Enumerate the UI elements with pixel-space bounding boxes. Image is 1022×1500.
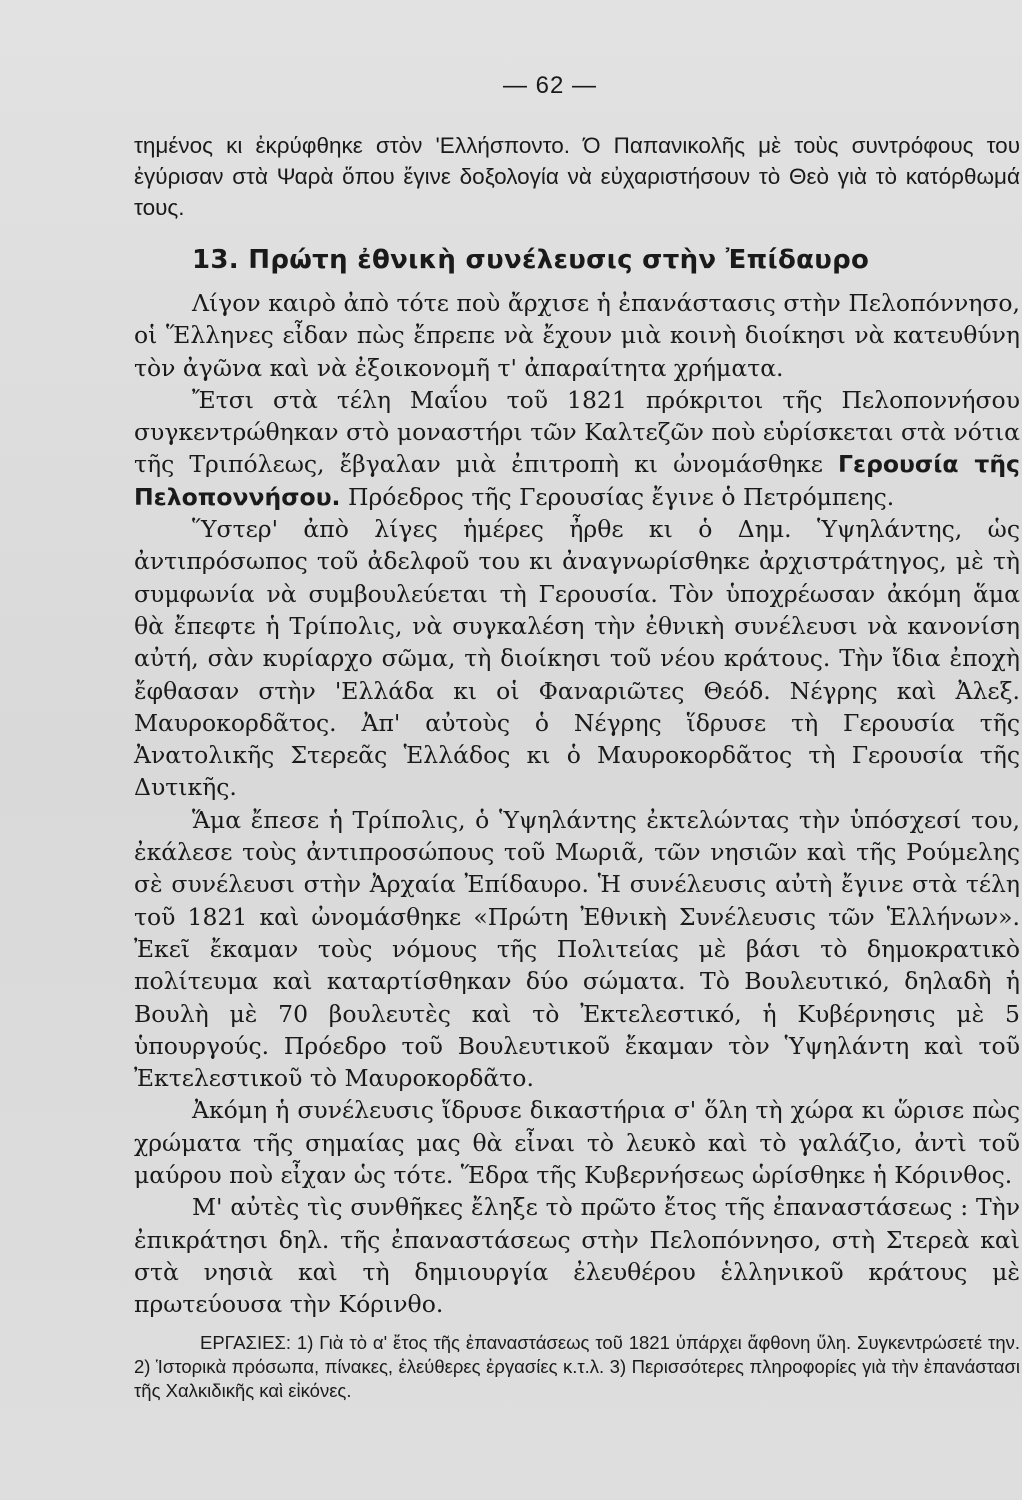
intro-paragraph: τημένος κι ἐκρύφθηκε στὸν 'Ελλήσποντο. Ό Παπανικολῆς μὲ τοὺς συντρόφους του ἐγύρισαν στὰ Ψαρὰ ὅπου ἔγινε δοξολογία νὰ εὐχαριστήσουν τὸ Θεὸ γιὰ τὸ κατόρθωμά τους. xyxy=(134,133,1020,220)
paragraph-5: Ἀκόμη ἡ συνέλευσις ἵδρυσε δικαστήρια σ' ὅλη τὴ χώρα κι ὥρισε πὼς χρώματα τῆς σημαίας μας θὰ εἶναι τὸ λευκὸ καὶ τὸ γαλάζιο, ἀντὶ τοῦ μαύρου ποὺ εἶχαν ὡς τότε. Ἕδρα τῆς Κυβερνήσεως ὡρίσθηκε ἡ Κόρινθος. xyxy=(134,1096,1020,1190)
section-body xyxy=(134,287,1020,1321)
section-heading: 13. Πρώτη ἐθνικὴ συνέλευσις στὴν Ἐπίδαυρο xyxy=(192,245,870,275)
page-number: — 62 — xyxy=(502,72,598,99)
gerousia-bold-term: Γερουσία τῆς Πελοποννήσου. xyxy=(134,450,1020,511)
paragraph-2-start: Ἔτσι στὰ τέλη Μαΐου τοῦ 1821 πρόκριτοι τῆς Πελοποννήσου συγκεντρώθηκαν στὸ μοναστήρι τῶν Καλτεζῶν ποὺ εὑρίσκεται στὰ νότια τῆς Τριπόλεως, ἔβγαλαν μιὰ ἐπιτροπὴ κι ὠνομάσθηκε xyxy=(134,385,1020,479)
exercises-note: ΕΡΓΑΣΙΕΣ: 1) Γιὰ τὸ α' ἔτος τῆς ἐπαναστάσεως τοῦ 1821 ὑπάρχει ἄφθονη ὕλη. Συγκεντρώσετέ την. 2) Ἱστορικὰ πρόσωπα, πίνακες, ἐλεύθερες ἐργασίες κ.τ.λ. 3) Περισσότερες πληροφορίες γιὰ τὴν ἐπανάστασι τῆς Χαλκιδικῆς καὶ εἰκόνες. xyxy=(134,1331,1020,1401)
paragraph-3: Ὕστερ' ἀπὸ λίγες ἡμέρες ἦρθε κι ὁ Δημ. Ὑψηλάντης, ὡς ἀντιπρόσωπος τοῦ ἀδελφοῦ του κι ἀναγνωρίσθηκε ἀρχιστράτηγος, μὲ τὴ συμφωνία νὰ συμβουλεύεται τὴ Γερουσία. Τὸν ὑποχρέωσαν ἀκόμη ἅμα θὰ ἔπεφτε ἡ Τρίπολις, νὰ συγκαλέση τὴν ἐθνικὴ συνέλευσι νὰ κανονίση αὐτή, σὰν κυρίαρχο σῶμα, τὴ διοίκησι τοῦ νέου κράτους. Τὴν ἴδια ἐποχὴ ἔφθασαν στὴν 'Ελλάδα κι οἱ Φαναριῶτες Θεόδ. Νέγρης καὶ Ἀλεξ. Μαυροκορδᾶτος. Ἀπ' αὐτοὺς ὁ Νέγρης ἵδρυσε τὴ Γερουσία τῆς Ἀνατολικῆς Στερεᾶς Ἑλλάδος κι ὁ Μαυροκορδᾶτος τὴ Γερουσία τῆς Δυτικῆς. xyxy=(134,515,1020,802)
page-content xyxy=(134,130,1020,1403)
paragraph-2-end: Πρόεδρος τῆς Γερουσίας ἔγινε ὁ Πετρόμπεης. xyxy=(347,482,895,511)
paragraph-1: Λίγον καιρὸ ἀπὸ τότε ποὺ ἄρχισε ἡ ἐπανάστασις στὴν Πελοπόννησο, οἱ Ἕλληνες εἶδαν πὼς ἔπρεπε νὰ ἔχουν μιὰ κοινὴ διοίκησι νὰ κατευθύνη τὸν ἀγῶνα καὶ νὰ ἐξοικονομῆ τ' ἀπαραίτητα χρήματα. xyxy=(134,289,1020,382)
intro-section xyxy=(134,130,1020,223)
paragraph-6: Μ' αὐτὲς τὶς συνθῆκες ἔληξε τὸ πρῶτο ἔτος τῆς ἐπαναστάσεως : Τὴν ἐπικράτησι δηλ. τῆς ἐπαναστάσεως στὴν Πελοπόννησο, στὴ Στερεὰ καὶ στὰ νησιὰ καὶ τὴ δημιουργία ἐλευθέρου ἑλληνικοῦ κράτους μὲ πρωτεύουσα τὴν Κόρινθο. xyxy=(134,1193,1020,1319)
paragraph-4: Ἅμα ἔπεσε ἡ Τρίπολις, ὁ Ὑψηλάντης ἐκτελώντας τὴν ὑπόσχεσί του, ἐκάλεσε τοὺς ἀντιπροσώπους τοῦ Μωριᾶ, τῶν νησιῶν καὶ τῆς Ρούμελης σὲ συνέλευσι στὴν Ἀρχαία Ἐπίδαυρο. Ἡ συνέλευσις αὐτὴ ἔγινε στὰ τέλη τοῦ 1821 καὶ ὠνομάσθηκε «Πρώτη Ἐθνικὴ Συνέλευσις τῶν Ἑλλήνων». Ἐκεῖ ἔκαμαν τοὺς νόμους τῆς Πολιτείας μὲ βάσι τὸ δημοκρατικὸ πολίτευμα καὶ καταρτίσθηκαν δύο σώματα. Τὸ Βουλευτικό, δηλαδὴ ἡ Βουλὴ μὲ 70 βουλευτὲς καὶ τὸ Ἐκτελεστικό, ἡ Κυβέρνησις μὲ 5 ὑπουργούς. Πρόεδρο τοῦ Βουλευτικοῦ ἔκαμαν τὸν Ὑψηλάντη καὶ τοῦ Ἐκτελεστικοῦ τὸ Μαυροκορδᾶτο. xyxy=(134,805,1020,1093)
paragraph-2 xyxy=(134,384,1020,513)
